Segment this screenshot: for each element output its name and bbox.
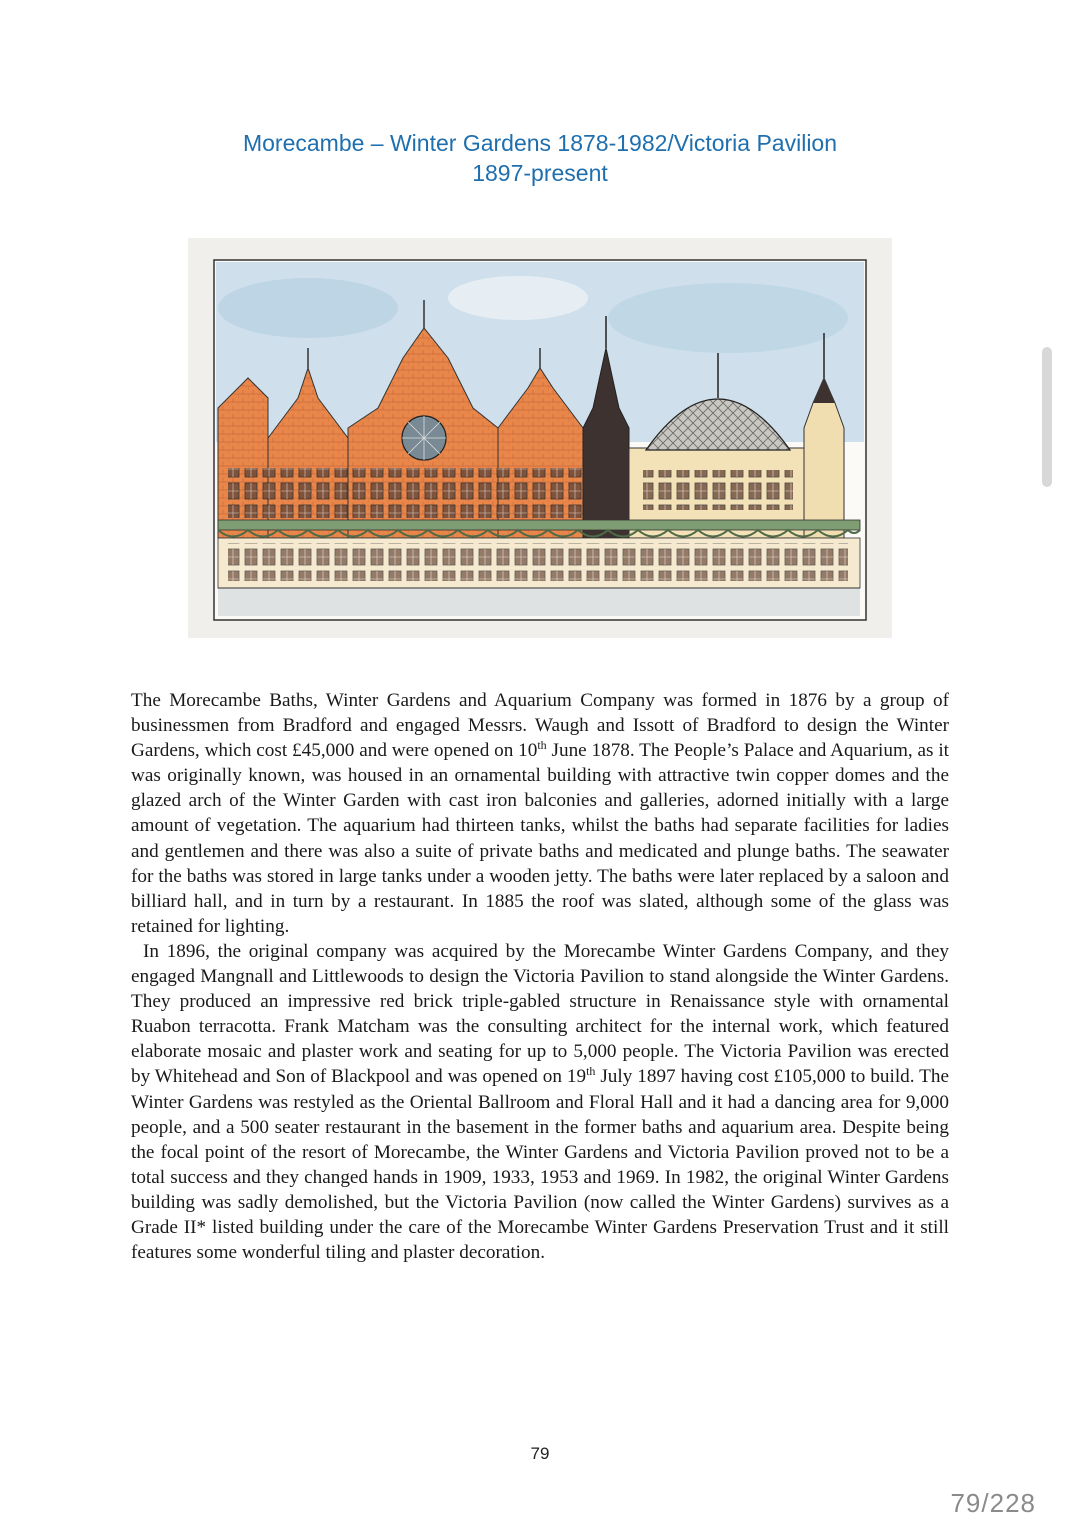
paragraph-1 (131, 688, 949, 939)
page-number: 79 (530, 1444, 550, 1463)
building-sketch-icon (188, 238, 892, 638)
ordinal-suffix: th (537, 738, 547, 753)
paragraph-2 (131, 939, 949, 1265)
paragraph-1-part-1: The Morecambe Baths, Winter Gardens and Aquarium Company was formed in 1876 by a group of businessmen from Bradford and engaged Messrs. Waugh and Issott of Bradford to design the Winter Gardens, which cost £45,000 and were opened on 10 (131, 690, 949, 762)
page-counter: 79/228 (950, 1488, 1036, 1518)
paragraph-2-part-2: July 1897 having cost £105,000 to build. The Winter Gardens was restyled as the Oriental Ballroom and Floral Hall and it had a dancing area for 9,000 people, and a 500 seater restaurant in the basement in the former baths and aquarium area. Despite being the focal point of the resort of Morecambe, the Winter Gardens and Victoria Pavilion proved not to be a total success and they changed hands in 1909, 1933, 1953 and 1969. In 1982, the original Winter Gardens building was sadly demolished, but the Victoria Pavilion (now called the Winter Gardens) survives as a Grade II* listed building under the care of the Morecambe Winter Gardens Preservation Trust and it still features some wonderful tiling and plaster decoration. (131, 1066, 949, 1264)
scrollbar-thumb[interactable] (1042, 347, 1052, 487)
page-title (0, 128, 1080, 188)
body-text (131, 688, 949, 1265)
title-line-1: Morecambe – Winter Gardens 1878-1982/Victoria Pavilion (242, 130, 838, 156)
ordinal-suffix: th (586, 1064, 596, 1079)
winter-gardens-illustration (188, 238, 892, 638)
paragraph-2-part-1: In 1896, the original company was acquired by the Morecambe Winter Gardens Company, and they engaged Mangnall and Littlewoods to design the Victoria Pavilion to stand alongside the Winter Gardens. They produced an impressive red brick triple-gabled structure in Renaissance style with ornamental Ruabon terracotta. Frank Matcham was the consulting architect for the internal work, which featured elaborate mosaic and plaster work and seating for up to 5,000 people. The Victoria Pavilion was erected by Whitehead and Son of Blackpool and was opened on 19 (131, 940, 949, 1088)
title-line-2: 1897-present (472, 160, 608, 186)
paragraph-1-part-2: June 1878. The People’s Palace and Aquarium, as it was originally known, was housed in an ornamental building with attractive twin copper domes and the glazed arch of the Winter Garden with cast iron balconies and galleries, adorned initially with a large amount of vegetation. The aquarium had thirteen tanks, whilst the baths had separate facilities for ladies and gentlemen and there was also a suite of private baths and medicated and plunge baths. The seawater for the baths was stored in large tanks under a wooden jetty. The baths were later replaced by a saloon and billiard hall, and in turn by a restaurant. In 1885 the roof was slated, although some of the glass was retained for lighting. (131, 740, 949, 937)
